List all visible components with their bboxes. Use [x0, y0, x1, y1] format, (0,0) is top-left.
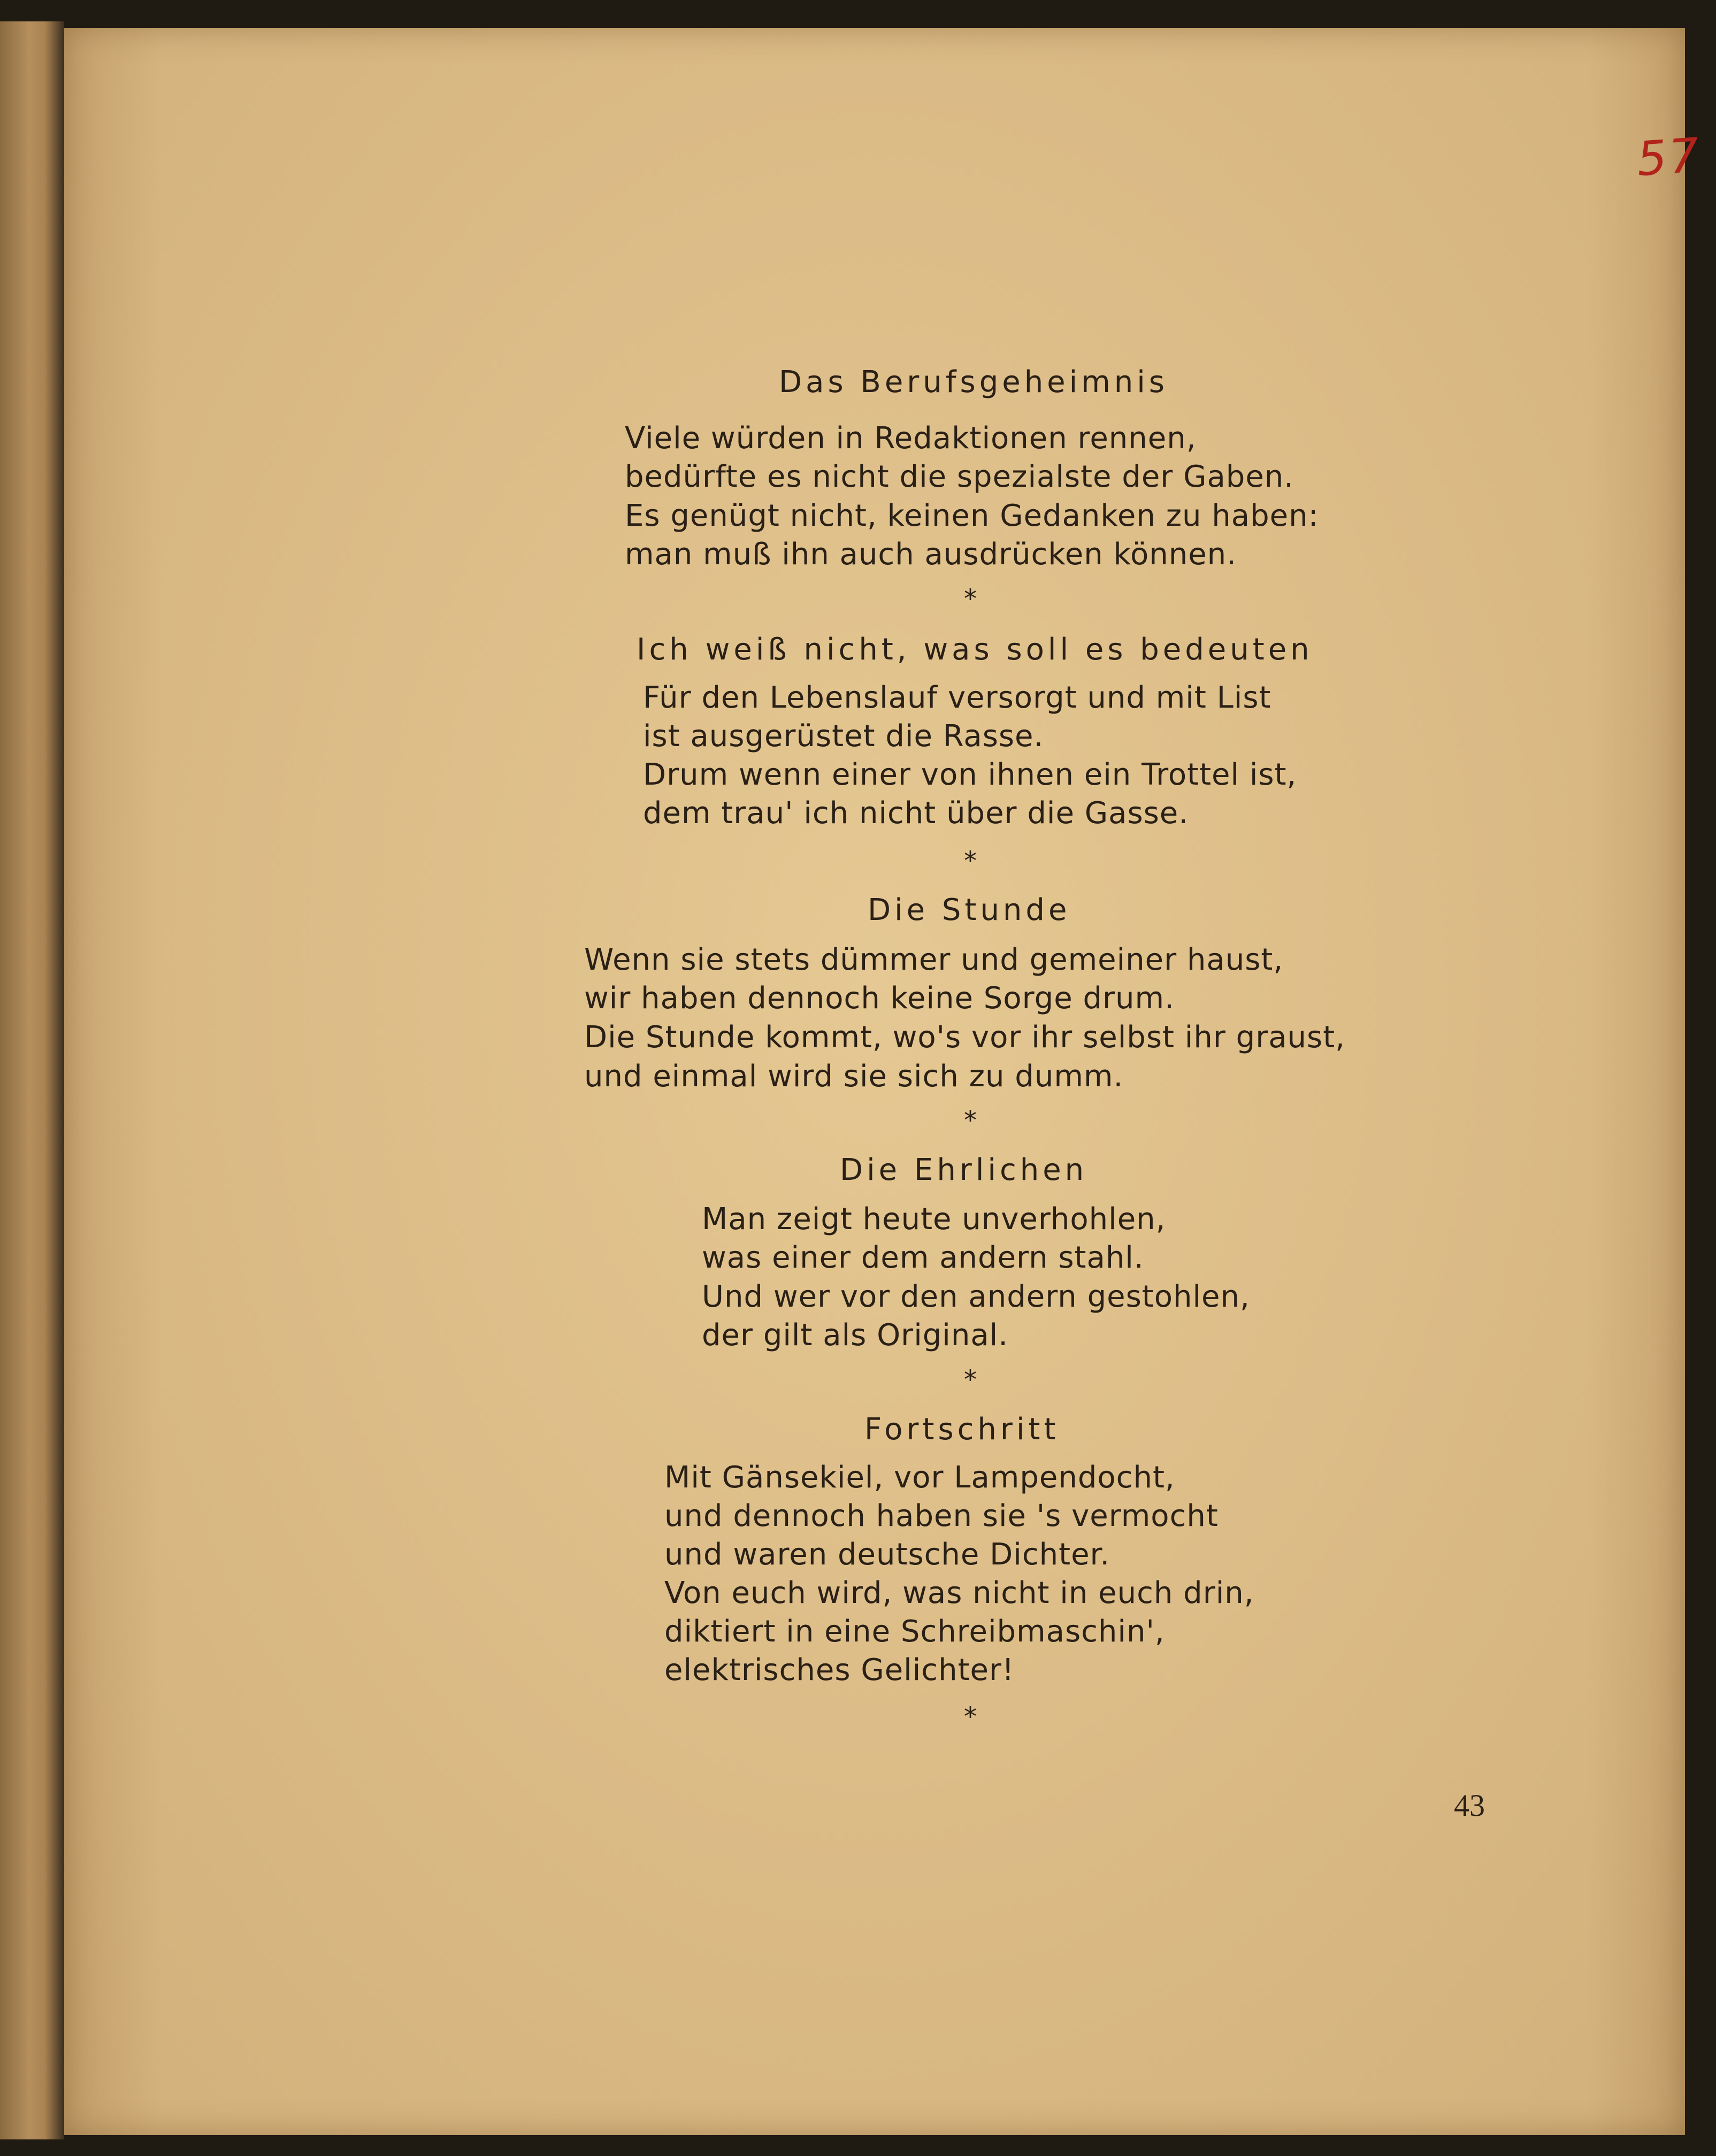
poem-line: und dennoch haben sie 's vermocht [664, 1499, 1219, 1533]
poem-title-die-stunde: Die Stunde [868, 893, 1071, 927]
poem-line: wir haben dennoch keine Sorge drum. [584, 981, 1175, 1016]
separator-star: * [964, 846, 977, 876]
left-page-edge [0, 21, 64, 2139]
poem-line: Für den Lebenslauf versorgt und mit List [643, 680, 1271, 715]
poem-line: Man zeigt heute unverhohlen, [702, 1202, 1166, 1237]
poem-line: Es genügt nicht, keinen Gedanken zu haben: [625, 498, 1319, 533]
poem-line: und waren deutsche Dichter. [664, 1537, 1110, 1572]
poem-title-die-ehrlichen: Die Ehrlichen [840, 1153, 1088, 1187]
separator-star: * [964, 584, 977, 614]
poem-line: Viele würden in Redaktionen rennen, [625, 421, 1197, 456]
poem-title-ich-weiss-nicht: Ich weiß nicht, was soll es bedeuten [637, 632, 1313, 667]
poem-line: bedürfte es nicht die spezialste der Gaben. [625, 459, 1294, 494]
poem-line: Mit Gänsekiel, vor Lampendocht, [664, 1460, 1175, 1495]
poem-line: Von euch wird, was nicht in euch drin, [664, 1576, 1254, 1610]
handwritten-folio-number: 57 [1635, 127, 1703, 187]
poem-line: der gilt als Original. [702, 1318, 1009, 1353]
poem-line: man muß ihn auch ausdrücken können. [625, 537, 1237, 572]
separator-star: * [964, 1365, 977, 1395]
poem-line: elektrisches Gelichter! [664, 1653, 1015, 1687]
poem-line: Drum wenn einer von ihnen ein Trottel ist, [643, 757, 1297, 792]
separator-star: * [964, 1702, 977, 1732]
poem-title-berufsgeheimnis: Das Berufsgeheimnis [779, 365, 1168, 400]
poem-line: diktiert in eine Schreibmaschin', [664, 1614, 1165, 1649]
poem-line: Wenn sie stets dümmer und gemeiner haust, [584, 942, 1284, 977]
separator-star: * [964, 1106, 977, 1135]
page-number: 43 [1454, 1788, 1485, 1823]
poem-line: Die Stunde kommt, wo's vor ihr selbst ihr graust, [584, 1020, 1345, 1055]
poem-line: ist ausgerüstet die Rasse. [643, 719, 1044, 754]
poem-line: dem trau' ich nicht über die Gasse. [643, 796, 1189, 831]
poem-line: Und wer vor den andern gestohlen, [702, 1279, 1250, 1314]
poem-line: und einmal wird sie sich zu dumm. [584, 1059, 1124, 1094]
poem-title-fortschritt: Fortschritt [864, 1412, 1060, 1447]
poem-line: was einer dem andern stahl. [702, 1240, 1144, 1275]
book-page [64, 28, 1703, 2135]
